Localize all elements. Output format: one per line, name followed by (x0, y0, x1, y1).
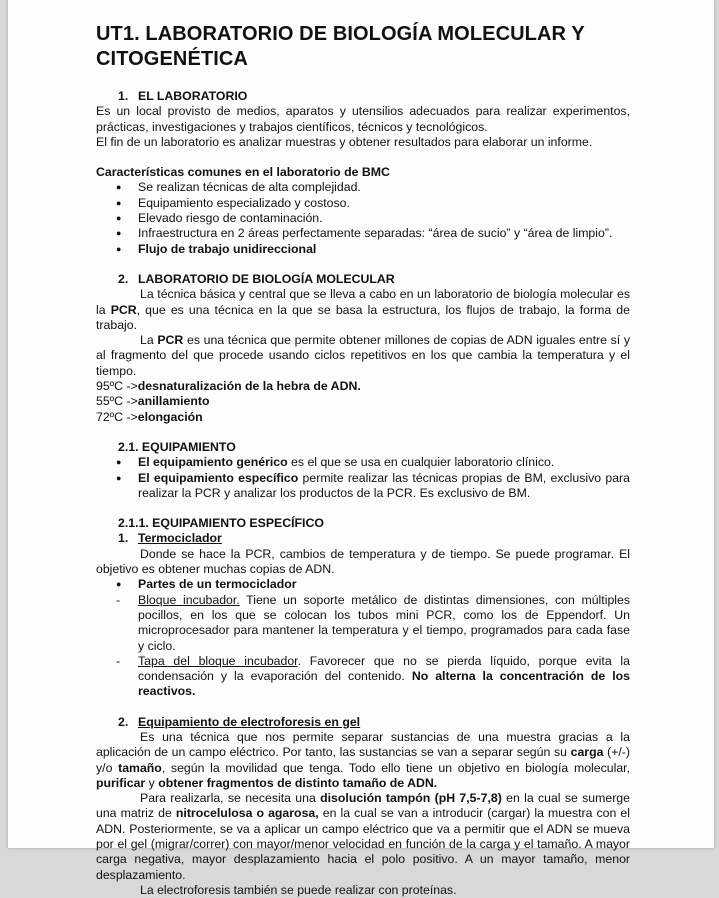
text-run-bold: PCR (157, 333, 184, 348)
parts-heading: Partes de un termociclador (138, 577, 297, 592)
list-item: ● Equipamiento especializado y costoso. (96, 196, 630, 211)
text-run: en la cual se sumerge una matriz de (96, 791, 630, 821)
section-1-heading (96, 89, 630, 104)
part-title: Bloque incubador. (138, 592, 240, 607)
section-2-title: LABORATORIO DE BIOLOGÍA MOLECULAR (138, 271, 395, 286)
features-list (96, 180, 630, 256)
parts-heading-list (96, 577, 630, 592)
features-heading-text: Características comunes en el laboratorio de BMC (96, 165, 390, 180)
text-run-bold: nitrocelulosa o agarosa, (175, 806, 319, 821)
text-run: Para realizarla, se necesita una (140, 791, 321, 806)
pcr-step-label: elongación (137, 409, 203, 424)
section-1-number: 1. (118, 89, 129, 103)
pcr-step-temp: 95ºC -> (96, 379, 138, 394)
text-run: Es una técnica que nos permite separar sustancias de una muestra gracias a la aplicación de un campo eléctrico. Por tanto, las sustancias se van a separar según su (96, 729, 630, 760)
list-item-text: permite realizar las técnicas propias de BM, exclusivo para realizar la PCR y analizar los productos de la PCR. Es exclusivo de BM. (138, 470, 630, 500)
text-run: , según la movilidad que tenga. Todo ello tiene un objetivo en biología molecular, (161, 760, 630, 775)
list-item (96, 654, 630, 700)
section-2-heading (96, 272, 630, 287)
document-title: UT1. LABORATORIO DE BIOLOGÍA MOLECULAR Y CITOGENÉTICA (96, 23, 585, 70)
pcr-step-3 (96, 410, 630, 425)
text-run: , que es una técnica en la que se basa la estructura, los flujos de trabajo, la forma de trabajo. (96, 302, 630, 332)
list-item-text: es el que se usa en cualquier laboratorio clínico. (287, 455, 555, 470)
text-run-bold: PCR (110, 302, 137, 317)
text-run-bold: obtener fragmentos de distinto tamaño de ADN. (158, 775, 438, 790)
part-text: Tiene un soporte metálico de distintas dimensiones, con múltiples pocillos, en los que se colocan los tubos mini PCR, como los de Eppendorf. Un microprocesador para mantener la temperatura y el tiempo, programados para cada fase y ciclo. (138, 592, 630, 653)
section-1-paragraph-2: El fin de un laboratorio es analizar muestras y obtener resultados para elaborar un informe. (96, 134, 593, 149)
list-item (96, 242, 630, 257)
section-2-1-1-heading: 2.1.1. EQUIPAMIENTO ESPECÍFICO (118, 516, 324, 531)
list-item-bold: Flujo de trabajo unidireccional (138, 241, 317, 256)
text-run: La técnica básica y central que se lleva a cabo en un laboratorio de biología molecular es la (96, 287, 630, 317)
electrophoresis-heading (96, 715, 630, 730)
thermocycler-paragraph: Donde se hace la PCR, cambios de temperatura y de tiempo. Se puede programar. El objetivo es obtener muchas copias de ADN. (96, 546, 630, 577)
document-page (8, 0, 714, 897)
list-item (96, 577, 630, 592)
electrophoresis-paragraph-3: La electroforesis también se puede realizar con proteínas. (140, 882, 457, 897)
document-content (96, 22, 630, 898)
text-run-bold: purificar (96, 775, 146, 790)
parts-list (96, 593, 630, 700)
text-run-bold: disolución tampón (pH 7,5-7,8) (320, 791, 502, 806)
thermocycler-title: Termociclador (138, 531, 222, 546)
electrophoresis-number: 2. (118, 714, 129, 729)
section-2-number: 2. (118, 271, 129, 286)
list-item: ● Infraestructura en 2 áreas perfectamente separadas: “área de sucio” y “área de limpio”. (96, 226, 630, 241)
section-2-paragraph-2 (96, 333, 630, 379)
text-run: en la cual se van a introducir (cargar) la muestra con el ADN. Posteriormente, se va a aplicar un campo eléctrico que va a permitir que el ADN se mueva por el gel (migrar/correr) con mayor/menor velocidad en función de la carga y el tamaño. A mayor carga negativa, mayor desplazamiento hacia el polo positivo. A un mayor tamaño, menor desplazamiento. (96, 806, 631, 882)
features-heading (96, 165, 630, 180)
electrophoresis-title: Equipamiento de electroforesis en gel (138, 714, 361, 729)
text-run: es una técnica que permite obtener millones de copias de ADN iguales entre sí y al fragmento del que procede usando ciclos repetitivos en los que cambia la temperatura y el tiempo. (96, 333, 630, 378)
text-run: (+/-) y/o (96, 745, 630, 775)
thermocycler-heading (96, 531, 630, 546)
text-run: La (140, 333, 158, 348)
electrophoresis-paragraph-2 (96, 791, 630, 883)
pcr-step-temp: 55ºC -> (96, 394, 138, 409)
electrophoresis-paragraph-1 (96, 730, 630, 791)
part-text: . Favorecer que no se pierda líquido, porque evita la condensación y la evaporación del contenido. (138, 653, 630, 684)
thermocycler-number: 1. (118, 531, 129, 546)
equipment-list (96, 455, 630, 501)
part-title: Tapa del bloque incubador (138, 653, 298, 668)
text-run-bold: tamaño (118, 760, 162, 775)
pcr-step-1 (96, 379, 630, 394)
list-item (96, 455, 630, 470)
pcr-step-label: anillamiento (137, 394, 210, 409)
list-item (96, 471, 630, 502)
section-1-title: EL LABORATORIO (138, 89, 248, 103)
text-run-bold: carga (570, 745, 604, 760)
list-item-bold: El equipamiento específico (138, 470, 299, 485)
list-item: ● Elevado riesgo de contaminación. (96, 211, 630, 226)
list-item-bold: El equipamiento genérico (138, 455, 288, 470)
section-2-paragraph-1 (96, 287, 630, 333)
pcr-step-label: desnaturalización de la hebra de ADN. (137, 379, 361, 394)
part-bold: No alterna la concentración de los reactivos. (138, 669, 630, 699)
pcr-step-2 (96, 394, 630, 409)
pcr-step-temp: 72ºC -> (96, 409, 138, 424)
list-item (96, 593, 630, 654)
list-item: ● Se realizan técnicas de alta complejidad. (96, 180, 630, 195)
text-run: y (145, 775, 159, 790)
section-1-paragraph-1: Es un local provisto de medios, aparatos y utensilios adecuados para realizar experimentos, prácticas, investigaciones y trabajos científicos, técnicos y tecnológicos. (96, 104, 630, 134)
section-2-1-heading: 2.1. EQUIPAMIENTO (118, 439, 236, 454)
